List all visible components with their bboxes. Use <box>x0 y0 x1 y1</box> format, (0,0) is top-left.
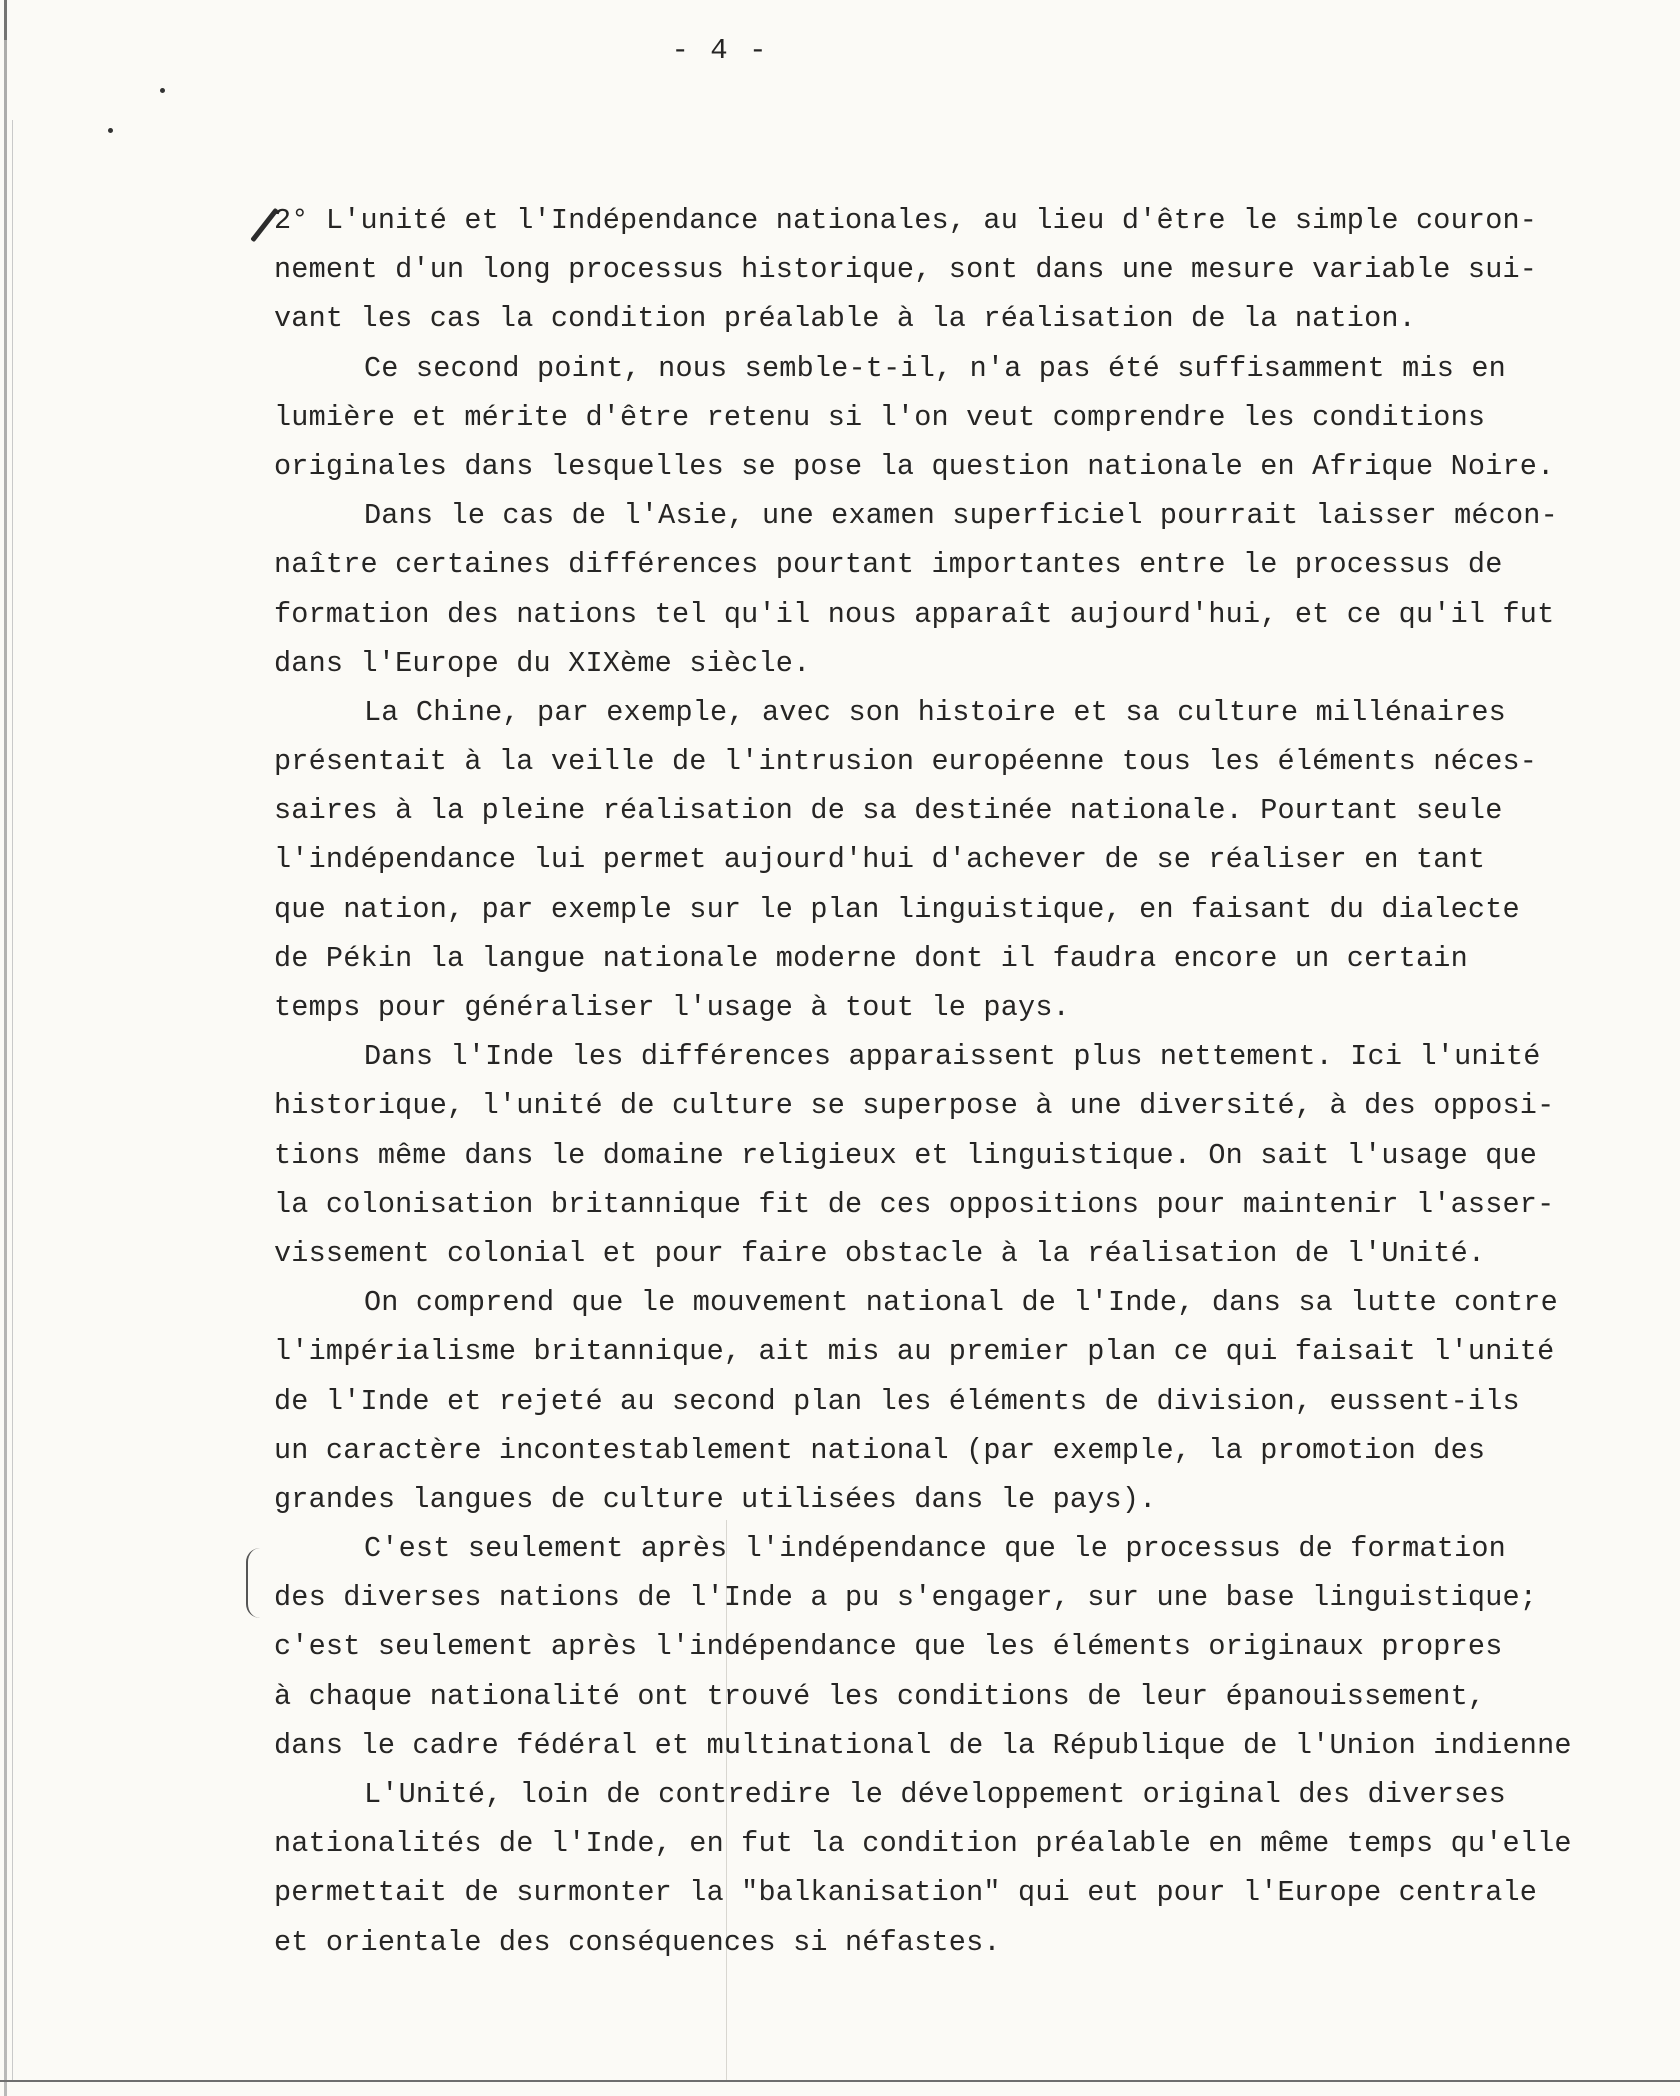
text-line: dans le cadre fédéral et multinational de la République de l'Union indienne <box>274 1728 1572 1762</box>
scan-margin-line <box>12 120 13 2080</box>
text-line: de l'Inde et rejeté au second plan les éléments de division, eussent-ils <box>274 1384 1520 1418</box>
text-line: lumière et mérite d'être retenu si l'on veut comprendre les conditions <box>274 400 1486 434</box>
scan-left-edge <box>4 0 7 2096</box>
scan-bottom-edge <box>0 2080 1680 2082</box>
text-line: Ce second point, nous semble-t-il, n'a pas été suffisamment mis en <box>364 351 1506 385</box>
text-line: l'indépendance lui permet aujourd'hui d'achever de se réaliser en tant <box>274 843 1486 877</box>
text-line: historique, l'unité de culture se superpose à une diversité, à des opposi- <box>274 1089 1555 1123</box>
text-line: nationalités de l'Inde, en fut la condition préalable en même temps qu'elle <box>274 1827 1572 1861</box>
text-line: formation des nations tel qu'il nous apparaît aujourd'hui, et ce qu'il fut <box>274 597 1555 631</box>
text-line: que nation, par exemple sur le plan linguistique, en faisant du dialecte <box>274 892 1520 926</box>
text-line: tions même dans le domaine religieux et linguistique. On sait l'usage que <box>274 1138 1538 1172</box>
text-line: L'Unité, loin de contredire le développement original des diverses <box>364 1778 1506 1811</box>
text-line: Dans le cas de l'Asie, une examen superficiel pourrait laisser mécon- <box>364 499 1558 533</box>
text-line: à chaque nationalité ont trouvé les conditions de leur épanouissement, <box>274 1679 1486 1713</box>
text-line: On comprend que le mouvement national de l'Inde, dans sa lutte contre <box>364 1286 1558 1320</box>
text-line: grandes langues de culture utilisées dans le pays). <box>274 1482 1157 1516</box>
pencil-bracket-mark <box>246 1548 262 1618</box>
text-line: saires à la pleine réalisation de sa destinée nationale. Pourtant seule <box>274 794 1503 828</box>
text-line: et orientale des conséquences si néfastes. <box>274 1925 1001 1959</box>
ink-dot <box>160 88 165 93</box>
text-line: présentait à la veille de l'intrusion européenne tous les éléments néces- <box>274 745 1538 779</box>
text-line: vissement colonial et pour faire obstacle à la réalisation de l'Unité. <box>274 1236 1486 1270</box>
text-line: de Pékin la langue nationale moderne dont il faudra encore un certain <box>274 941 1468 975</box>
text-line: originales dans lesquelles se pose la question nationale en Afrique Noire. <box>274 449 1555 483</box>
text-line: dans l'Europe du XIXème siècle. <box>274 646 811 680</box>
text-line: C'est seulement après l'indépendance que le processus de formation <box>364 1532 1506 1566</box>
page-number: - 4 - <box>671 34 769 67</box>
text-line: Dans l'Inde les différences apparaissent plus nettement. Ici l'unité <box>364 1040 1541 1074</box>
text-line: temps pour généraliser l'usage à tout le pays. <box>274 991 1070 1024</box>
text-line: c'est seulement après l'indépendance que les éléments originaux propres <box>274 1630 1503 1664</box>
text-line: l'impérialisme britannique, ait mis au premier plan ce qui faisait l'unité <box>274 1335 1555 1369</box>
text-line: La Chine, par exemple, avec son histoire et sa culture millénaires <box>364 695 1506 729</box>
text-line: la colonisation britannique fit de ces oppositions pour maintenir l'asser- <box>274 1187 1555 1221</box>
text-line: un caractère incontestablement national (par exemple, la promotion des <box>274 1433 1486 1467</box>
text-line: des diverses nations de l'Inde a pu s'engager, sur une base linguistique; <box>274 1581 1538 1615</box>
ink-dot <box>108 128 113 133</box>
text-line: vant les cas la condition préalable à la réalisation de la nation. <box>274 302 1416 336</box>
text-line: 2° L'unité et l'Indépendance nationales, au lieu d'être le simple couron- <box>274 204 1538 237</box>
text-line: naître certaines différences pourtant importantes entre le processus de <box>274 548 1503 582</box>
typewritten-body <box>274 196 1674 1967</box>
text-line: nement d'un long processus historique, sont dans une mesure variable sui- <box>274 253 1538 287</box>
text-line: permettait de surmonter la "balkanisation" qui eut pour l'Europe centrale <box>274 1876 1538 1910</box>
